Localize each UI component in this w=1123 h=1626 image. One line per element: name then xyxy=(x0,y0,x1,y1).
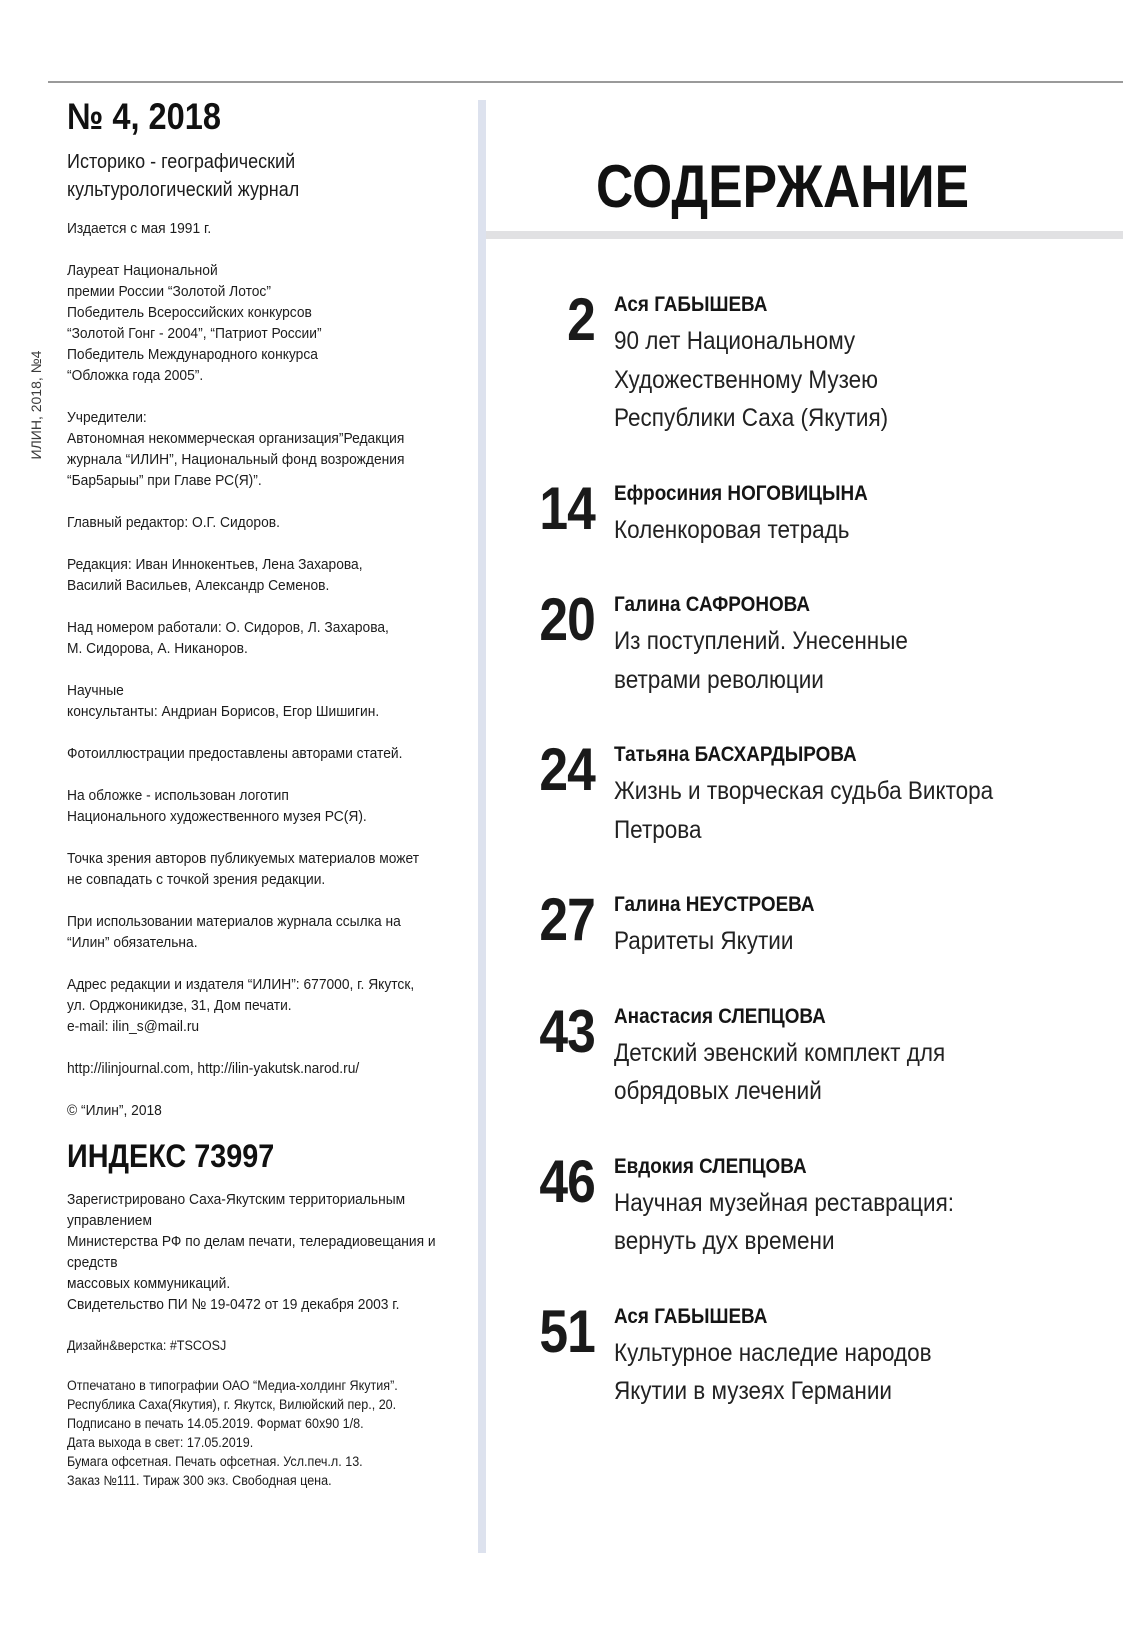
toc-page-number: 24 xyxy=(539,736,595,803)
scientific-consultants: Научные консультанты: Андриан Борисов, Егор Шишигин. xyxy=(67,682,380,720)
toc-article-title: Научная музейная реставрация: вернуть дух времени xyxy=(614,1188,955,1255)
toc-page-number: 51 xyxy=(539,1297,595,1365)
toc-article-title: Из поступлений. Унесенные ветрами революции xyxy=(614,627,908,694)
registration: Зарегистрировано Саха-Якутским территориальным управлением Министерства РФ по делам печати, телерадиовещания и средств массовых коммуникаций. Свидетельство ПИ № 19-0472 от 19 декабря 2003 г. xyxy=(67,1191,436,1313)
vertical-accent-bar xyxy=(478,100,486,1553)
side-label: ИЛИН, 2018, №4 xyxy=(28,350,44,460)
toc-article-title: Жизнь и творческая судьба Виктора Петрова xyxy=(614,777,994,844)
websites: http://ilinjournal.com, http://ilin-yakutsk.narod.ru/ xyxy=(67,1060,360,1077)
toc-page-number: 20 xyxy=(539,586,595,653)
toc-page-number: 43 xyxy=(539,997,595,1065)
design-credit: Дизайн&верстка: #TSCOSJ xyxy=(67,1338,227,1353)
editorial-staff: Редакция: Иван Иннокентьев, Лена Захарова, Василий Васильев, Александр Семенов. xyxy=(67,556,363,594)
journal-subtitle-line: Историко - географический xyxy=(67,151,296,173)
journal-subtitle xyxy=(67,148,454,204)
top-rule xyxy=(48,81,1123,83)
toc-title: СОДЕРЖАНИЕ xyxy=(596,153,970,220)
toc-entry[interactable] xyxy=(500,997,1110,1111)
toc-author: Ефросиния НОГОВИЦЫНА xyxy=(614,481,868,505)
issue-contributors: Над номером работали: О. Сидоров, Л. Захарова, М. Сидорова, А. Никаноров. xyxy=(67,619,389,657)
toc-article-title: 90 лет Национальному Художественному Музею Республики Саха (Якутия) xyxy=(614,327,889,432)
toc-entry[interactable] xyxy=(500,738,1110,849)
founders: Учредители: Автономная некоммерческая организация”Редакция журнала “ИЛИН”, Национальный фонд возрождения “Бар5арыы” при Главе РС(Я)”. xyxy=(67,409,405,489)
copyright: © “Илин”, 2018 xyxy=(67,1102,162,1119)
citation-note: При использовании материалов журнала ссылка на “Илин” обязательна. xyxy=(67,913,401,951)
toc-author: Анастасия СЛЕПЦОВА xyxy=(614,1004,826,1028)
cover-note: На обложке - использован логотип Национального художественного музея РС(Я). xyxy=(67,787,367,825)
toc-author: Ася ГАБЫШЕВА xyxy=(614,293,768,316)
toc-page-number: 27 xyxy=(539,886,595,953)
toc-entry[interactable] xyxy=(500,588,1110,699)
table-of-contents xyxy=(500,288,1110,1411)
toc-entry[interactable] xyxy=(500,888,1110,961)
toc-author: Татьяна БАСХАРДЫРОВА xyxy=(614,743,857,766)
toc-page-number: 2 xyxy=(567,286,595,353)
journal-subtitle-line: культурологический журнал xyxy=(67,179,300,201)
toc-author: Галина САФРОНОВА xyxy=(614,593,811,616)
printing-info: Отпечатано в типографии ОАО “Медиа-холдинг Якутия”. Республика Саха(Якутия), г. Якутск, Вилюйский пер., 20. Подписано в печать 14.05.2019. Формат 60х90 1/8. Дата выхода в свет: 17.05.2019. Бумага офсетная. Печать офсетная. Усл.печ.л. 13. Заказ №111. Тираж 300 экз. Свободная цена. xyxy=(67,1378,398,1488)
toc-article-title: Раритеты Якутии xyxy=(614,927,794,955)
toc-page-number: 46 xyxy=(539,1147,595,1215)
issue-number: № 4, 2018 xyxy=(67,96,221,137)
awards: Лауреат Национальной премии России “Золотой Лотос” Победитель Всероссийских конкурсов “Золотой Гонг - 2004”, “Патриот России” Победитель Международного конкурса “Обложка года 2005”. xyxy=(67,262,322,384)
toc-author: Галина НЕУСТРОЕВА xyxy=(614,893,815,916)
chief-editor: Главный редактор: О.Г. Сидоров. xyxy=(67,514,280,531)
toc-author: Евдокия СЛЕПЦОВА xyxy=(614,1154,807,1178)
subscription-index: ИНДЕКС 73997 xyxy=(67,1138,275,1174)
toc-author: Ася ГАБЫШЕВА xyxy=(614,1304,768,1328)
masthead-column xyxy=(67,95,462,1490)
toc-entry[interactable] xyxy=(500,288,1110,438)
horizontal-accent-bar xyxy=(486,231,1123,239)
toc-article-title: Коленкоровая тетрадь xyxy=(614,515,850,544)
toc-entry[interactable] xyxy=(500,1297,1110,1411)
toc-page-number: 14 xyxy=(539,474,595,542)
published-since: Издается с мая 1991 г. xyxy=(67,220,212,237)
toc-article-title: Культурное наследие народов Якутии в музеях Германии xyxy=(614,1338,932,1405)
address: Адрес редакции и издателя “ИЛИН”: 677000, г. Якутск, ул. Орджоникидзе, 31, Дом печати. e-mail: ilin_s@mail.ru xyxy=(67,976,415,1035)
toc-entry[interactable] xyxy=(500,1147,1110,1261)
toc-entry[interactable] xyxy=(500,474,1110,550)
toc-article-title: Детский эвенский комплект для обрядовых лечений xyxy=(614,1038,946,1105)
photo-credits: Фотоиллюстрации предоставлены авторами статей. xyxy=(67,745,403,762)
disclaimer: Точка зрения авторов публикуемых материалов может не совпадать с точкой зрения редакции. xyxy=(67,850,420,888)
